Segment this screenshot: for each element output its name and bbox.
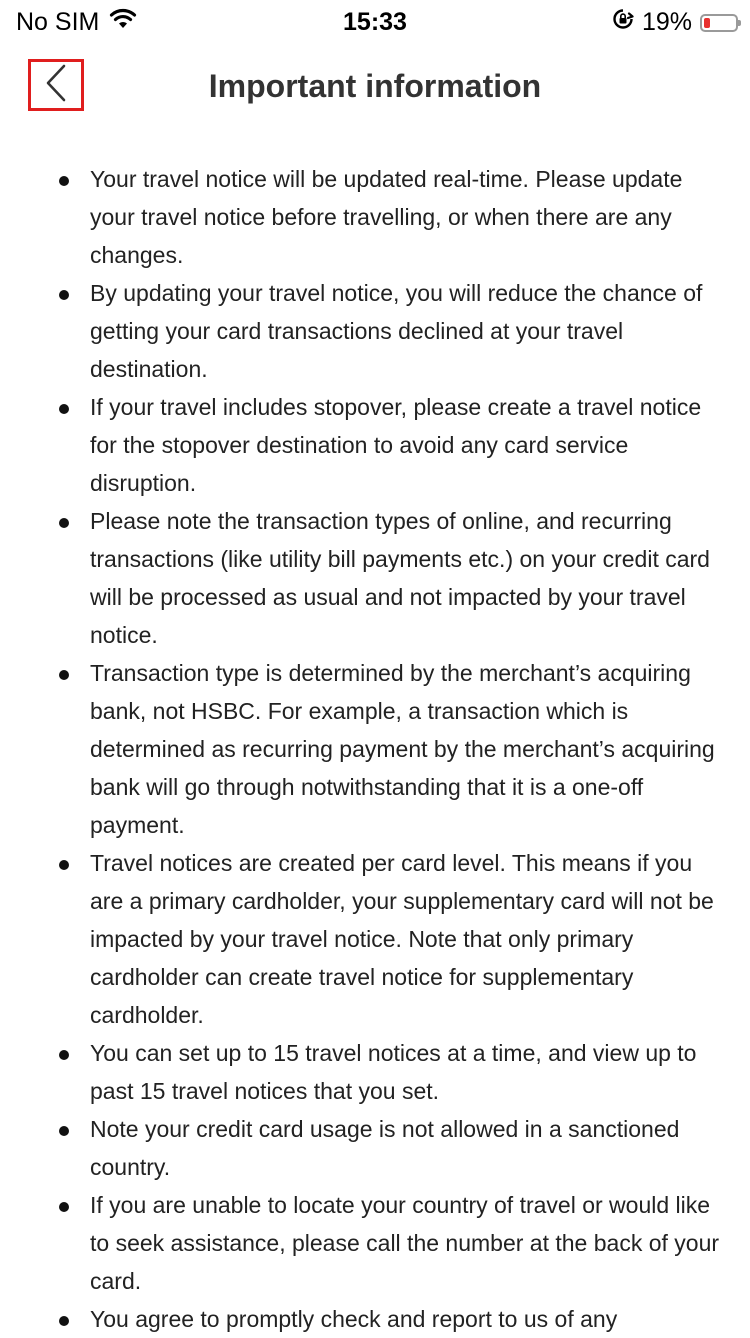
list-item: Transaction type is determined by the merchant’s acquiring bank, not HSBC. For example, a transaction which is determined as recurring payment by the merchant’s acquiring bank will go through notwithstanding that it is a one-off payment. bbox=[90, 654, 726, 844]
status-time: 15:33 bbox=[343, 8, 407, 36]
notes-list bbox=[0, 160, 750, 1338]
orientation-lock-icon bbox=[612, 8, 634, 37]
status-right bbox=[612, 8, 738, 37]
status-bar bbox=[0, 0, 750, 44]
list-item: Note your credit card usage is not allowed in a sanctioned country. bbox=[90, 1110, 726, 1186]
battery-level bbox=[704, 18, 710, 28]
info-content[interactable] bbox=[0, 160, 750, 1338]
page-title: Important information bbox=[208, 68, 542, 104]
list-item: By updating your travel notice, you will reduce the chance of getting your card transactions declined at your travel destination. bbox=[90, 274, 726, 388]
list-item: You can set up to 15 travel notices at a time, and view up to past 15 travel notices that you set. bbox=[90, 1034, 726, 1110]
battery-percent: 19% bbox=[641, 8, 692, 36]
list-item: If you are unable to locate your country of travel or would like to seek assistance, please call the number at the back of your card. bbox=[90, 1186, 726, 1300]
list-item: If your travel includes stopover, please create a travel notice for the stopover destination to avoid any card service disruption. bbox=[90, 388, 726, 502]
list-item: Your travel notice will be updated real-time. Please update your travel notice before travelling, or when there are any changes. bbox=[90, 160, 726, 274]
list-item: Travel notices are created per card level. This means if you are a primary cardholder, your supplementary card will not be impacted by your travel notice. Note that only primary cardholder can create travel notice for supplementary cardholder. bbox=[90, 844, 726, 1034]
carrier-label: No SIM bbox=[16, 8, 100, 36]
nav-bar bbox=[0, 50, 750, 122]
list-item: Please note the transaction types of online, and recurring transactions (like utility bill payments etc.) on your credit card will be processed as usual and not impacted by your travel notice. bbox=[90, 502, 726, 654]
battery-icon bbox=[700, 14, 738, 32]
list-item: You agree to promptly check and report to us of any bbox=[90, 1300, 726, 1338]
